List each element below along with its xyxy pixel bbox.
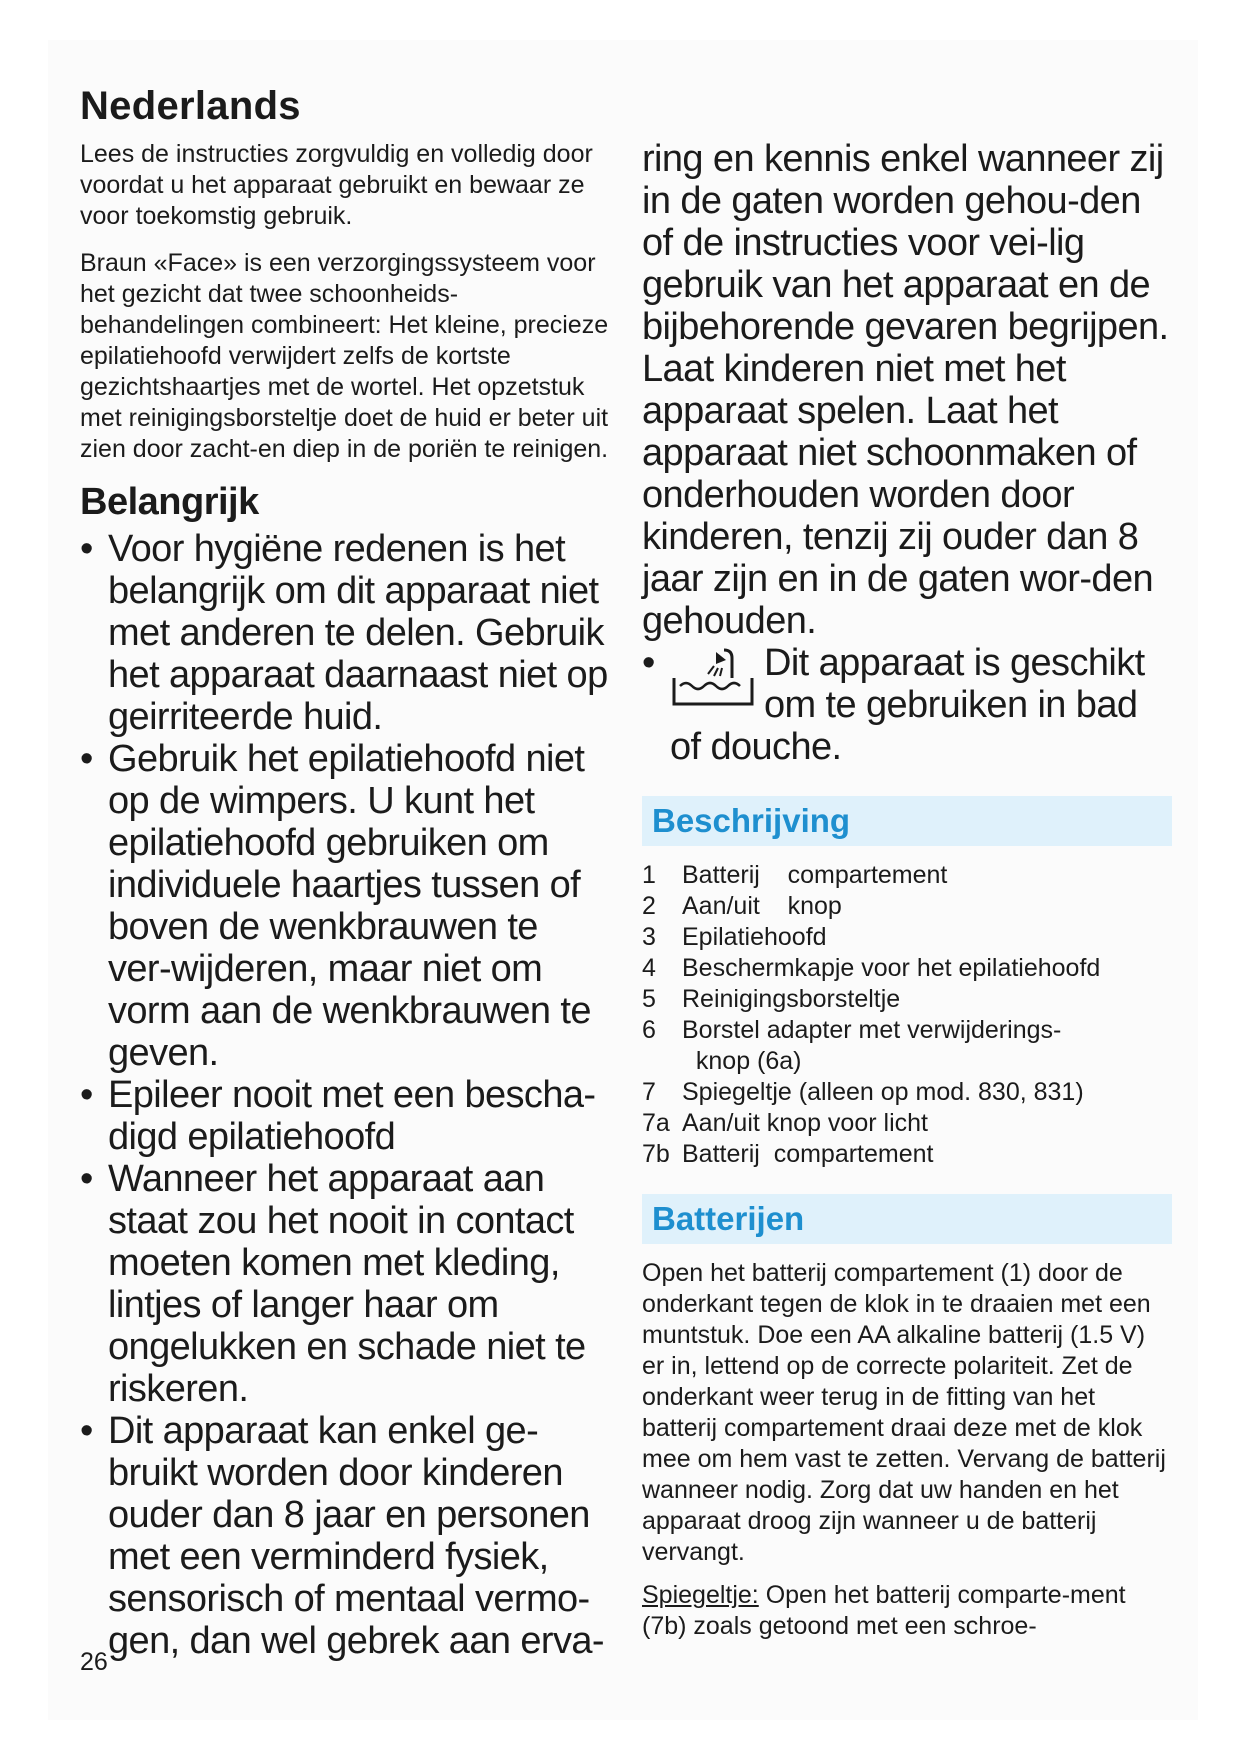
item-label: Spiegeltje (alleen op mod. 830, 831): [682, 1078, 1084, 1106]
important-bullets: [80, 528, 610, 1662]
list-item: [642, 1108, 1172, 1139]
bullet-text: Gebruik het epilatiehoofd niet op de wimpers. U kunt het epilatiehoofd gebruiken om individuele haartjes tussen of boven de wenkbrauwen te ver-wijderen, maar niet om vorm aan de wenkbrauwen te geven.: [108, 738, 591, 1074]
intro-paragraph: Lees de instructies zorgvuldig en volledig door voordat u het apparaat gebruikt en bewaar ze voor toekomstig gebruik.: [80, 140, 593, 230]
bullet-item: [80, 1158, 610, 1410]
bullet-text: Voor hygiëne redenen is het belangrijk om dit apparaat niet met anderen te delen. Gebruik het apparaat daarnaast niet op geirriteerde huid.: [108, 528, 608, 738]
product-description: Braun «Face» is een verzorgingssysteem voor het gezicht dat twee schoonheids-behandelingen combineert: Het kleine, precieze epilatiehoofd verwijdert zelfs de kortste gezichtshaartjes met de wortel. Het opzetstuk met reinigingsborsteltje doet de huid er beter uit zien door zacht-en diep in de poriën te reinigen.: [80, 249, 609, 463]
item-label: Batterij compartement: [682, 861, 948, 889]
bullet-dot: •: [80, 528, 93, 570]
bullet-item: [80, 738, 610, 1074]
list-item: [642, 1077, 1172, 1108]
symbol-bullet-text: Dit apparaat is geschikt om te gebruiken in bad of douche.: [670, 642, 1145, 768]
item-label: Epilatiehoofd: [682, 923, 827, 951]
item-label: Aan/uit knop voor licht: [682, 1109, 928, 1137]
parts-list: [642, 860, 1172, 1170]
item-number: 5: [642, 985, 656, 1013]
bullet-dot: •: [80, 1074, 93, 1116]
list-item: [642, 984, 1172, 1015]
bullet-item: [80, 1410, 610, 1662]
item-label: Borstel adapter met verwijderings- knop (6a): [682, 1016, 1062, 1075]
left-column: [80, 84, 610, 1662]
batteries-heading: Batterijen: [642, 1194, 1172, 1244]
item-label: Aan/uit knop: [682, 892, 842, 920]
important-heading: Belangrijk: [80, 481, 259, 523]
list-item: [642, 1139, 1172, 1170]
bullet-item: [80, 1074, 610, 1158]
symbol-bullet: [642, 642, 1172, 768]
mirror-text: Open het batterij comparte-ment (7b) zoals getoond met een schroe-: [642, 1581, 1126, 1640]
item-number: 1: [642, 861, 656, 889]
bath-shower-icon: [670, 646, 756, 708]
list-item: [642, 860, 1172, 891]
list-item: [642, 922, 1172, 953]
bullet-item: [80, 528, 610, 738]
bullet-text: Wanneer het apparaat aan staat zou het nooit in contact moeten komen met kleding, lintjes of langer haar om ongelukken en schade niet te riskeren.: [108, 1158, 586, 1410]
item-label: Reinigingsborsteltje: [682, 985, 901, 1013]
bullet-continuation: ring en kennis enkel wanneer zij in de gaten worden gehou-den of de instructies voor vei-lig gebruik van het apparaat en de bijbehorende gevaren begrijpen. Laat kinderen niet met het apparaat spelen. Laat het apparaat niet schoonmaken of onderhouden worden door kinderen, tenzij zij ouder dan 8 jaar zijn en in de gaten wor-den gehouden.: [642, 138, 1169, 642]
item-number: 7a: [642, 1109, 670, 1137]
bullet-text: Epileer nooit met een bescha-digd epilatiehoofd: [108, 1074, 596, 1158]
list-item: [642, 953, 1172, 984]
item-number: 3: [642, 923, 656, 951]
bullet-dot: •: [80, 1158, 93, 1200]
list-item: [642, 1015, 1172, 1077]
batteries-paragraph: Open het batterij compartement (1) door de onderkant tegen de klok in te draaien met een muntstuk. Doe een AA alkaline batterij (1.5 V) er in, lettend op de correcte polariteit. Zet de onderkant weer terug in de fitting van het batterij compartement draai deze met de klok mee om hem vast te zetten. Vervang de batterij wanneer nodig. Zorg dat uw handen en het apparaat droog zijn wanneer u de batterij vervangt.: [642, 1259, 1166, 1566]
bullet-dot: •: [80, 738, 93, 780]
item-label: Beschermkapje voor het epilatiehoofd: [682, 954, 1101, 982]
description-heading: Beschrijving: [642, 796, 1172, 846]
item-label: Batterij compartement: [682, 1140, 934, 1168]
item-number: 7b: [642, 1140, 670, 1168]
item-number: 6: [642, 1016, 656, 1044]
page-title: Nederlands: [80, 84, 301, 128]
page-number: 26: [80, 1648, 108, 1676]
right-column: [642, 138, 1172, 1642]
bullet-dot: •: [80, 1410, 93, 1452]
mirror-paragraph: [642, 1580, 1172, 1642]
bullet-dot: •: [642, 642, 655, 684]
mirror-label: Spiegeltje:: [642, 1581, 759, 1609]
list-item: [642, 891, 1172, 922]
item-number: 4: [642, 954, 656, 982]
bullet-text: Dit apparaat kan enkel ge-bruikt worden door kinderen ouder dan 8 jaar en personen met een verminderd fysiek, sensorisch of mentaal vermo-gen, dan wel gebrek aan erva-: [108, 1410, 604, 1662]
item-number: 2: [642, 892, 656, 920]
item-number: 7: [642, 1078, 656, 1106]
